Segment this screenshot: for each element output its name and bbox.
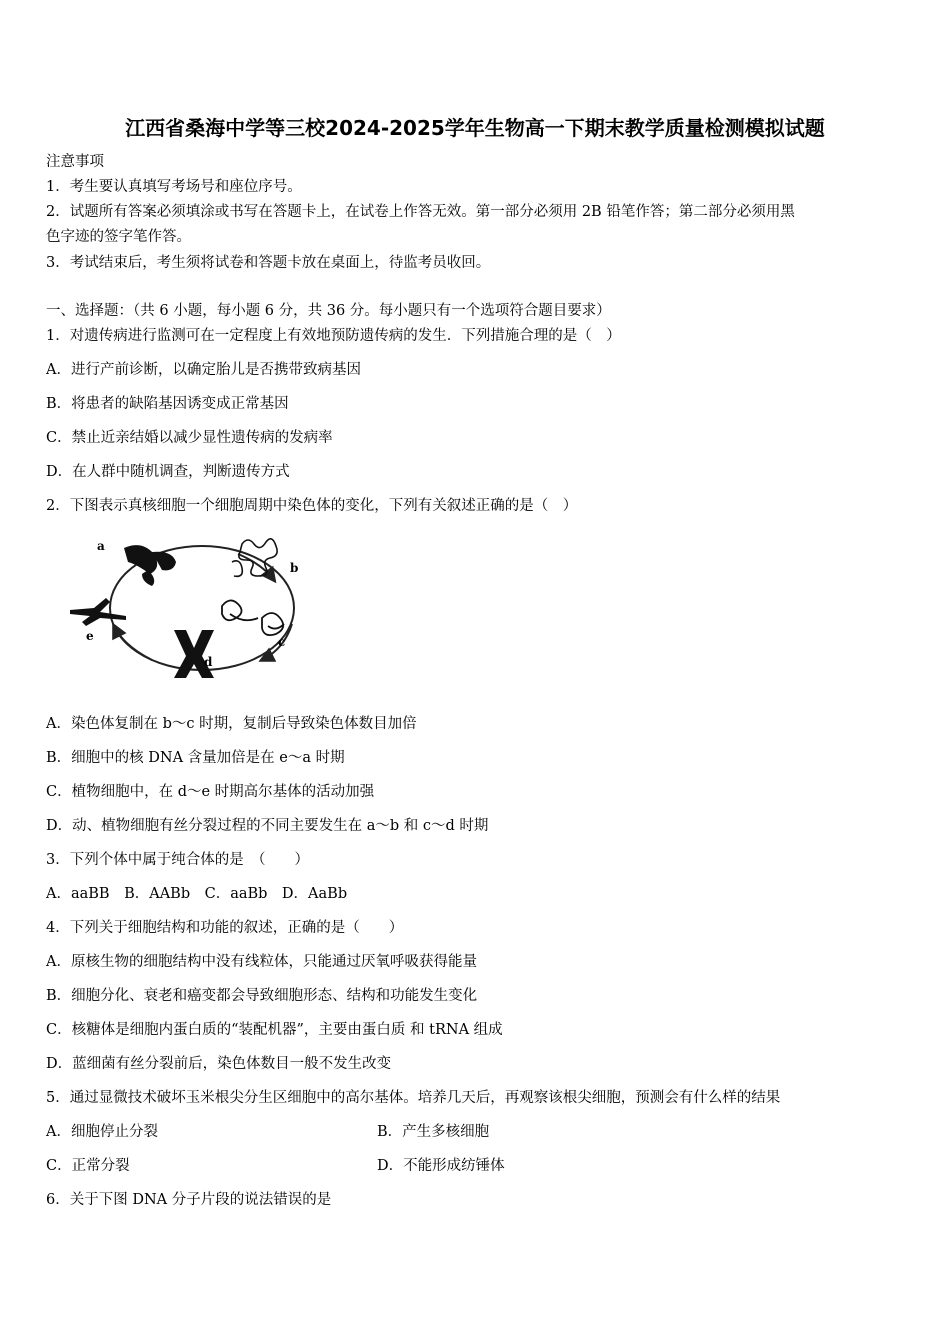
label-d: d <box>204 655 213 669</box>
label-e: e <box>86 629 94 643</box>
q2-option-c: C．植物细胞中，在 d～e 时期高尔基体的活动加强 <box>46 784 375 800</box>
page-title: 江西省桑海中学等三校2024-2025学年生物高一下期末教学质量检测模拟试题 <box>125 116 825 140</box>
chromatin-c-shape <box>222 600 284 635</box>
q2-stem: 2．下图表示真核细胞一个细胞周期中染色体的变化，下列有关叙述正确的是（ ） <box>46 498 578 514</box>
section-heading: 一、选择题：（共 6 小题，每小题 6 分，共 36 分。每小题只有一个选项符合题目要求） <box>46 303 611 319</box>
notice-item-1: 1．考生要认真填写考场号和座位序号。 <box>46 179 302 195</box>
q1-option-b: B．将患者的缺陷基因诱变成正常基因 <box>46 396 289 412</box>
q1-option-a: A．进行产前诊断，以确定胎儿是否携带致病基因 <box>46 362 361 378</box>
notice-item-2-cont: 色字迹的签字笔作答。 <box>46 229 191 245</box>
label-c: c <box>278 635 286 649</box>
chromosome-a-shape <box>124 545 176 586</box>
q3-stem: 3．下列个体中属于纯合体的是 （ ） <box>46 852 309 868</box>
q4-option-c: C．核糖体是细胞内蛋白质的“装配机器”，主要由蛋白质 和 tRNA 组成 <box>46 1022 503 1038</box>
q5-option-c: C．正常分裂 <box>46 1158 130 1174</box>
q1-option-d: D．在人群中随机调查，判断遗传方式 <box>46 464 290 480</box>
q2-option-b: B．细胞中的核 DNA 含量加倍是在 e～a 时期 <box>46 750 345 766</box>
q5-option-d: D．不能形成纺锤体 <box>377 1158 505 1174</box>
cell-cycle-diagram <box>62 534 332 682</box>
q5-stem: 5．通过显微技术破坏玉米根尖分生区细胞中的高尔基体。培养几天后，再观察该根尖细胞，预测会有什么样的结果 <box>46 1090 781 1106</box>
q6-stem: 6．关于下图 DNA 分子片段的说法错误的是 <box>46 1192 332 1208</box>
label-b: b <box>290 561 299 575</box>
arrow-d-e <box>114 626 152 660</box>
q4-option-a: A．原核生物的细胞结构中没有线粒体，只能通过厌氧呼吸获得能量 <box>46 954 477 970</box>
notice-heading: 注意事项 <box>46 154 104 170</box>
notice-item-3: 3．考试结束后，考生须将试卷和答题卡放在桌面上，待监考员收回。 <box>46 255 491 271</box>
q4-option-b: B．细胞分化、衰老和癌变都会导致细胞形态、结构和功能发生变化 <box>46 988 478 1004</box>
q5-option-b: B．产生多核细胞 <box>377 1124 490 1140</box>
q4-stem: 4．下列关于细胞结构和功能的叙述，正确的是（ ） <box>46 920 404 936</box>
q3-options: A．aaBB B．AABb C．aaBb D．AaBb <box>46 886 348 902</box>
notice-item-2: 2．试题所有答案必须填涂或书写在答题卡上，在试卷上作答无效。第一部分必须用 2B 铅笔作答；第二部分必须用黑 <box>46 204 795 220</box>
q2-option-d: D．动、植物细胞有丝分裂过程的不同主要发生在 a～b 和 c～d 时期 <box>46 818 489 834</box>
cell-cycle-figure <box>62 534 332 682</box>
chromosome-d-shape <box>174 630 214 678</box>
q5-option-a: A．细胞停止分裂 <box>46 1124 158 1140</box>
q1-option-c: C．禁止近亲结婚以减少显性遗传病的发病率 <box>46 430 333 446</box>
chromosome-e-shape <box>70 598 126 626</box>
q4-option-d: D．蓝细菌有丝分裂前后，染色体数目一般不发生改变 <box>46 1056 392 1072</box>
q2-option-a: A．染色体复制在 b～c 时期，复制后导致染色体数目加倍 <box>46 716 417 732</box>
label-a: a <box>97 539 105 553</box>
q1-stem: 1．对遗传病进行监测可在一定程度上有效地预防遗传病的发生．下列措施合理的是（ ） <box>46 328 621 344</box>
